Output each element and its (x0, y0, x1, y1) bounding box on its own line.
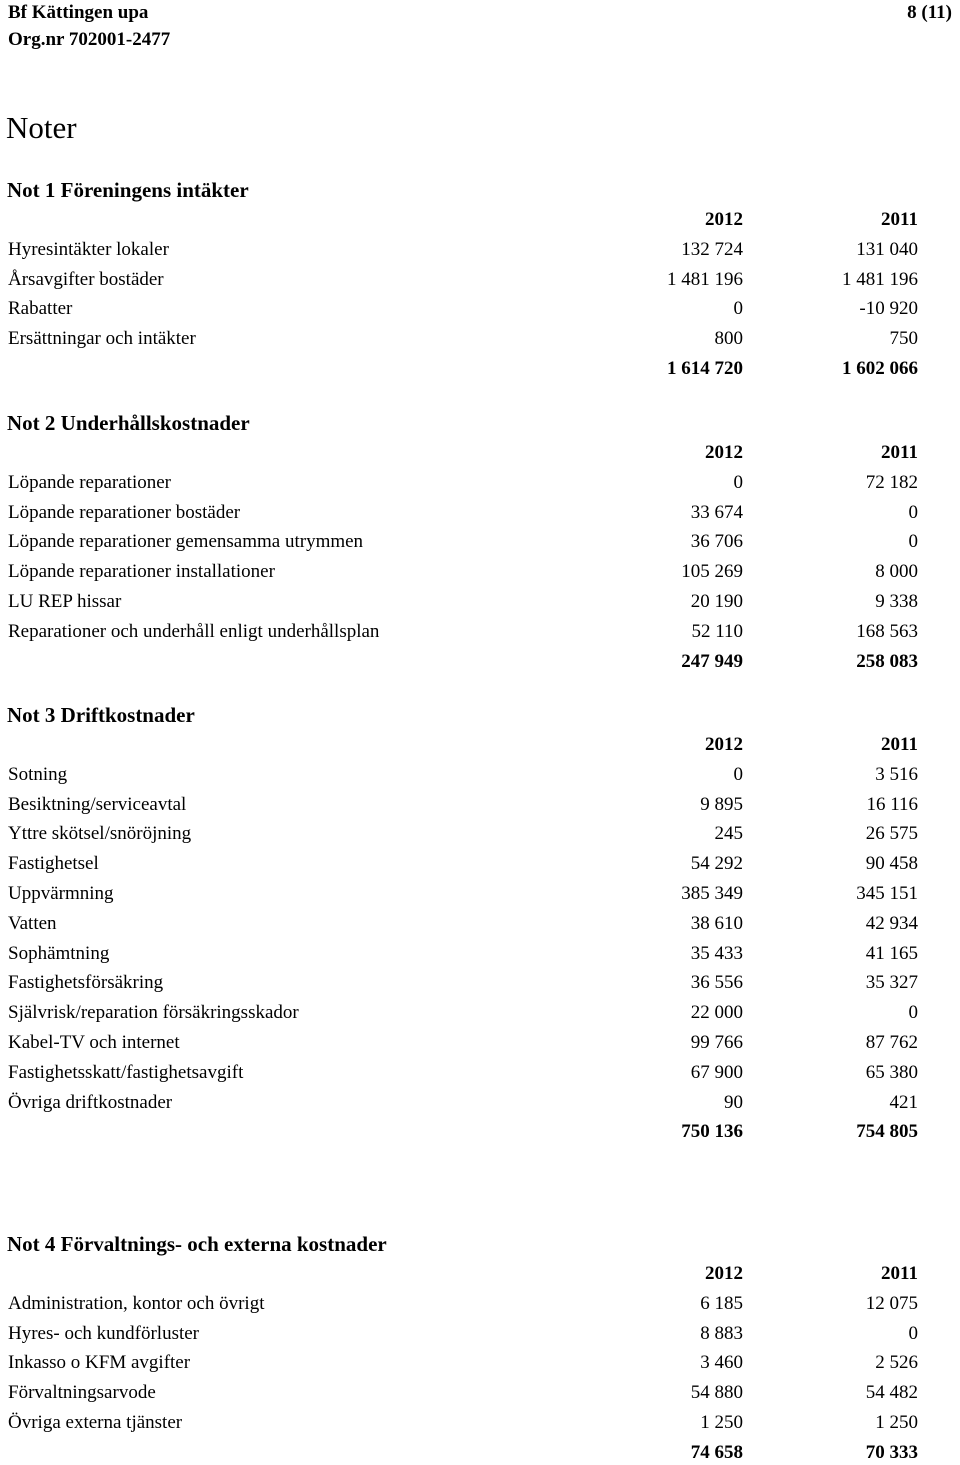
row-label: Övriga externa tjänster (8, 1412, 183, 1433)
row-label: Ersättningar och intäkter (8, 328, 196, 350)
row-label: Vatten (8, 912, 57, 934)
total-row (0, 357, 960, 381)
row-label: Övriga driftkostnader (8, 1091, 173, 1113)
value-2012: 2012 (705, 442, 743, 463)
table-row (0, 268, 960, 292)
column-header-row (0, 733, 960, 757)
value-2012: 2012 (705, 734, 743, 755)
value-2011: 8 000 (875, 561, 918, 583)
row-label: Fastighetsförsäkring (8, 972, 164, 994)
value-2011: 12 075 (865, 1292, 918, 1314)
value-2012: 3 460 (700, 1352, 743, 1374)
row-label: Kabel-TV och internet (8, 1032, 180, 1053)
table-row (0, 763, 960, 787)
table-row (0, 1031, 960, 1055)
value-2012: 800 (714, 328, 743, 350)
row-label: Hyresintäkter lokaler (8, 238, 169, 260)
value-2011: 41 165 (865, 942, 918, 964)
table-row (0, 471, 960, 495)
value-2011: 2011 (881, 734, 918, 755)
column-header-row (0, 441, 960, 465)
row-label: Löpande reparationer bostäder (8, 501, 241, 523)
column-header-row (0, 1262, 960, 1286)
value-2012: 247 949 (681, 650, 743, 672)
table-row (0, 852, 960, 876)
value-2011: 0 (908, 1322, 918, 1344)
value-2012: 6 185 (700, 1292, 743, 1314)
value-2012: 2012 (705, 1263, 743, 1284)
table-row (0, 530, 960, 554)
table-row (0, 1411, 960, 1435)
note-heading: Not 3 Driftkostnader (7, 703, 195, 727)
table-row (0, 971, 960, 995)
note-heading: Not 2 Underhållskostnader (7, 411, 250, 435)
table-row (0, 297, 960, 321)
value-2012: 52 110 (691, 620, 743, 642)
total-row (0, 1441, 960, 1465)
value-2012: 1 481 196 (667, 268, 743, 290)
row-label: Sotning (8, 763, 68, 785)
value-2011: 9 338 (875, 591, 918, 612)
value-2011: 2 526 (875, 1352, 918, 1374)
value-2012: 67 900 (690, 1061, 743, 1083)
table-row (0, 942, 960, 966)
value-2012: 8 883 (700, 1322, 743, 1344)
total-row (0, 650, 960, 674)
value-2011: 0 (908, 501, 918, 523)
value-2012: 54 880 (690, 1382, 743, 1404)
table-row (0, 1061, 960, 1085)
value-2011: 2011 (881, 209, 918, 230)
value-2012: 132 724 (681, 238, 743, 260)
table-row (0, 1292, 960, 1316)
value-2012: 105 269 (681, 561, 743, 583)
value-2012: 36 556 (690, 972, 743, 994)
note-heading: Not 4 Förvaltnings- och externa kostnader (7, 1232, 387, 1256)
row-label: Reparationer och underhåll enligt underhållsplan (8, 620, 380, 642)
value-2011: 345 151 (856, 883, 918, 904)
page-title: Noter (6, 110, 77, 145)
row-label: Rabatter (8, 298, 73, 320)
value-2011: 26 575 (865, 823, 918, 845)
value-2011: 70 333 (865, 1441, 918, 1463)
value-2012: 1 614 720 (667, 358, 743, 379)
value-2011: -10 920 (859, 298, 918, 320)
row-label: Sophämtning (8, 942, 110, 964)
row-label: Fastighetsskatt/fastighetsavgift (8, 1061, 244, 1083)
value-2012: 36 706 (690, 531, 743, 553)
row-label: Löpande reparationer (8, 471, 171, 493)
value-2011: 1 602 066 (842, 358, 918, 379)
row-label: Uppvärmning (8, 883, 114, 904)
table-row (0, 912, 960, 936)
row-label: Förvaltningsarvode (8, 1382, 156, 1404)
table-row (0, 793, 960, 817)
table-row (0, 590, 960, 614)
value-2011: 1 250 (875, 1412, 918, 1433)
company-name: Bf Kättingen upa (8, 2, 149, 23)
row-label: Inkasso o KFM avgifter (8, 1352, 191, 1374)
value-2011: 168 563 (856, 620, 918, 642)
value-2011: 3 516 (875, 763, 918, 785)
value-2011: 754 805 (856, 1121, 918, 1143)
value-2012: 1 250 (700, 1412, 743, 1433)
row-label: Löpande reparationer installationer (8, 561, 275, 583)
value-2012: 35 433 (690, 942, 743, 964)
column-header-row (0, 208, 960, 232)
row-label: Löpande reparationer gemensamma utrymmen (8, 531, 364, 553)
table-row (0, 1001, 960, 1025)
value-2011: 0 (908, 1002, 918, 1024)
table-row (0, 1322, 960, 1346)
value-2011: 35 327 (865, 972, 918, 994)
value-2012: 0 (733, 298, 743, 320)
value-2012: 0 (733, 763, 743, 785)
value-2011: 258 083 (856, 650, 918, 672)
value-2012: 385 349 (681, 883, 743, 904)
table-row (0, 1351, 960, 1375)
table-row (0, 327, 960, 351)
value-2012: 54 292 (690, 853, 743, 875)
value-2012: 20 190 (690, 591, 743, 612)
row-label: Hyres- och kundförluster (8, 1322, 200, 1344)
value-2011: 131 040 (856, 238, 918, 260)
value-2011: 421 (889, 1091, 918, 1113)
note-heading: Not 1 Föreningens intäkter (7, 178, 249, 202)
value-2011: 90 458 (865, 853, 918, 875)
value-2012: 38 610 (690, 912, 743, 934)
value-2012: 0 (733, 471, 743, 493)
row-label: Självrisk/reparation försäkringsskador (8, 1002, 299, 1024)
row-label: Yttre skötsel/snöröjning (8, 823, 192, 845)
table-row (0, 1091, 960, 1115)
value-2012: 90 (724, 1091, 743, 1113)
value-2011: 2011 (881, 1263, 918, 1284)
value-2011: 0 (908, 531, 918, 553)
row-label: Besiktning/serviceavtal (8, 793, 187, 815)
table-row (0, 1381, 960, 1405)
table-row (0, 620, 960, 644)
value-2012: 33 674 (690, 501, 743, 523)
value-2012: 22 000 (690, 1002, 743, 1024)
value-2012: 99 766 (690, 1032, 743, 1053)
value-2011: 54 482 (865, 1382, 918, 1404)
value-2012: 245 (714, 823, 743, 845)
row-label: Fastighetsel (8, 853, 99, 875)
value-2012: 74 658 (690, 1441, 743, 1463)
value-2011: 72 182 (865, 471, 918, 493)
value-2011: 87 762 (865, 1032, 918, 1053)
value-2012: 750 136 (681, 1121, 743, 1143)
value-2011: 1 481 196 (842, 268, 918, 290)
row-label: Årsavgifter bostäder (8, 268, 164, 290)
value-2011: 2011 (881, 442, 918, 463)
table-row (0, 822, 960, 846)
value-2012: 9 895 (700, 793, 743, 815)
org-number: Org.nr 702001-2477 (8, 29, 171, 50)
value-2011: 16 116 (866, 793, 918, 815)
value-2011: 750 (889, 328, 918, 350)
page-number: 8 (11) (907, 2, 952, 23)
value-2011: 65 380 (865, 1061, 918, 1083)
row-label: LU REP hissar (8, 591, 122, 612)
table-row (0, 238, 960, 262)
value-2012: 2012 (705, 209, 743, 230)
total-row (0, 1120, 960, 1144)
value-2011: 42 934 (865, 912, 918, 934)
table-row (0, 501, 960, 525)
table-row (0, 882, 960, 906)
row-label: Administration, kontor och övrigt (8, 1292, 265, 1314)
table-row (0, 560, 960, 584)
